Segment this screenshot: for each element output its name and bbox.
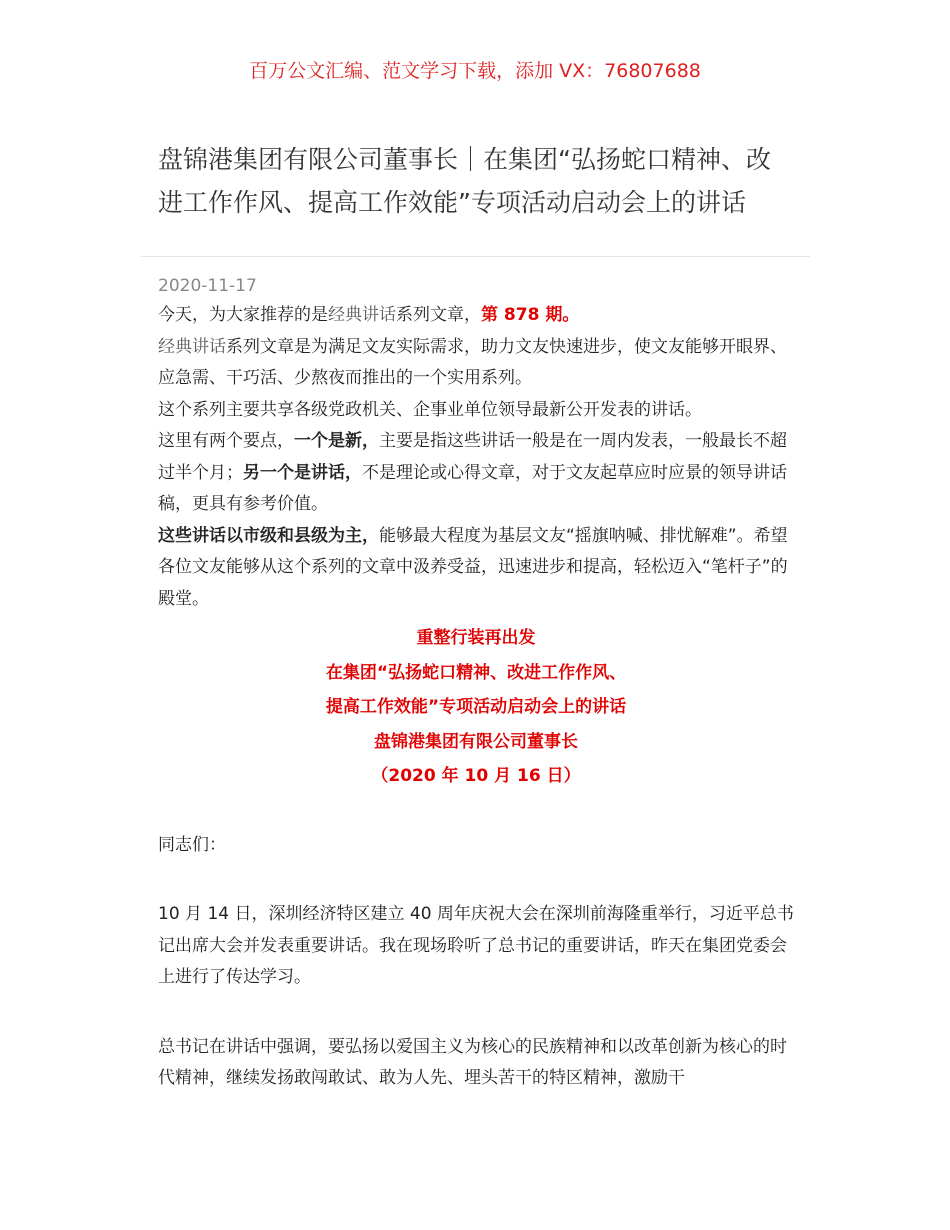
watermark-banner: 百万公文汇编、范文学习下载，添加 VX：76807688 bbox=[249, 60, 701, 82]
series-name: 经典讲话 bbox=[328, 305, 396, 325]
speech-paragraph-2: 总书记在讲话中强调，要弘扬以爱国主义为核心的民族精神和以改革创新为核心的时代精神，继续发扬敢闯敢试、敢为人先、埋头苦干的特区精神，激励干 bbox=[158, 1036, 787, 1088]
level-emphasis: 这些讲话以市级和县级为主， bbox=[158, 525, 379, 546]
spacer bbox=[158, 994, 794, 1032]
heading-line: 盘锦港集团有限公司董事长 bbox=[374, 731, 578, 752]
heading-line: 重整行装再出发 bbox=[416, 628, 536, 648]
intro-text: 系列文章是为满足文友实际需求，助力文友快速进步，使文友能够开眼界、应急需、干巧活、少熬夜而推出的一个实用系列。 bbox=[158, 336, 787, 388]
publish-date: 2020-11-17 bbox=[158, 276, 257, 296]
salutation: 同志们： bbox=[158, 834, 226, 855]
spacer bbox=[158, 861, 794, 899]
speech-paragraph-1: 10 月 14 日，深圳经济特区建立 40 周年庆祝大会在深圳前海隆重举行，习近平总书记出席大会并发表重要讲话。我在现场聆听了总书记的重要讲话，昨天在集团党委会上进行了传达学习。 bbox=[158, 904, 794, 987]
intro-text: 系列文章， bbox=[396, 305, 481, 325]
speech-heading bbox=[158, 621, 794, 794]
intro-text: 能够最大程度为基层文友“摇旗呐喊、排忧解难”。希望各位文友能够从这个系列的文章中汲养受益，迅速进步和提高，轻松迈入“笔杆子”的殿堂。 bbox=[158, 525, 788, 609]
intro-paragraph-2 bbox=[158, 332, 794, 395]
spacer bbox=[158, 794, 794, 830]
intro-paragraph-5 bbox=[158, 521, 794, 616]
intro-paragraph-3: 这个系列主要共享各级党政机关、企事业单位领导最新公开发表的讲话。 bbox=[158, 399, 702, 420]
article-body bbox=[158, 272, 794, 1095]
intro-text: 主要是指这些讲话一般是在一周内发表，一般最长不超过半个月； bbox=[158, 431, 787, 483]
heading-line: 在集团“弘扬蛇口精神、改进工作作风、 bbox=[325, 662, 627, 683]
intro-paragraph-1 bbox=[158, 300, 794, 332]
heading-line: 提高工作效能”专项活动启动会上的讲话 bbox=[325, 697, 627, 717]
series-name: 经典讲话 bbox=[158, 336, 226, 357]
key-point-new: 一个是新， bbox=[294, 431, 379, 451]
article-header bbox=[158, 138, 794, 224]
intro-text: 今天，为大家推荐的是 bbox=[158, 305, 328, 325]
article-title: 盘锦港集团有限公司董事长｜在集团“弘扬蛇口精神、改进工作作风、提高工作效能”专项活动启动会上的讲话 bbox=[158, 145, 771, 217]
heading-date: （2020 年 10 月 16 日） bbox=[371, 766, 581, 786]
key-point-speech: 另一个是讲话， bbox=[243, 462, 362, 483]
intro-text: 不是理论或心得文章，对于文友起草应时应景的领导讲话稿，更具有参考价值。 bbox=[158, 462, 787, 514]
intro-text: 这里有两个要点， bbox=[158, 431, 294, 451]
title-divider bbox=[141, 256, 810, 257]
issue-number: 第 878 期。 bbox=[481, 305, 580, 325]
intro-paragraph-4 bbox=[158, 426, 794, 521]
